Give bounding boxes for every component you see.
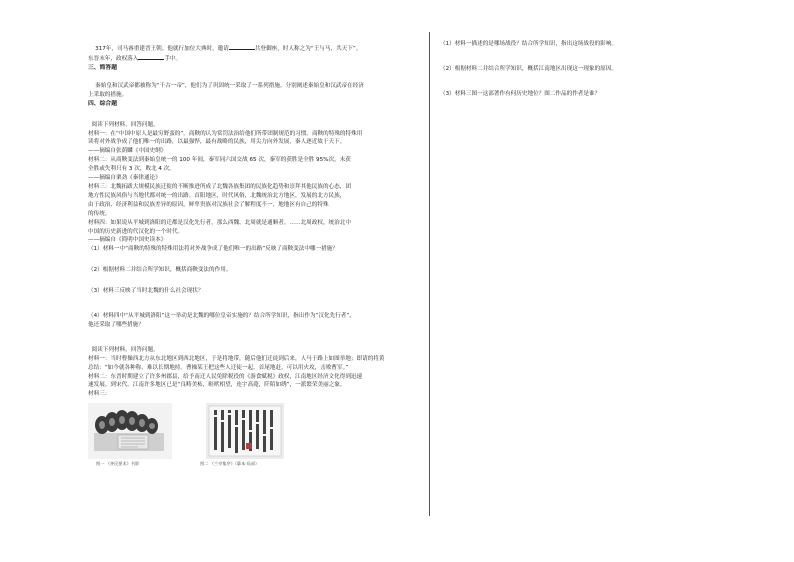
material-line: 速发展。到宋代，江南许多地区已是“良畴美柘，畦畎相望，连宇高薨，阡陌如绣”，一派繁荣美丽之象。 [88,382,346,389]
right-question-2: （2）根据材料二并结合所学知识，概括江南地区出现这一现象的原因。 [440,65,617,72]
right-column [440,40,710,99]
material-line: 的传统。 [88,210,111,217]
intro-line-1: 317年，司马睿重建晋王朝。他就行加位大典时，邀请 共登御座，时人称之为“王与马，共天下”。 [95,46,362,52]
material-line: 材料二：从商鞅变法到秦始皇统一的 100 年间，秦军同六国交战 65 次，秦军的获胜是全胜 95%次，未获 [88,157,351,164]
material-source: ——摘编自栗劲《秦律通论》 [88,175,161,182]
section-3-question: 秦始皇和汉武帝都被称为“千古一帝”，他们为了巩固统一采取了一系列措施。分别阐述秦始皇和汉武帝在经济 [95,82,364,89]
left-column [88,44,421,471]
question-3: （3）材料三反映了当时北魏的什么社会现状？ [88,288,204,295]
figure-2-caption: 图二 《兰亭集序》（摹本·局部） [200,461,260,467]
material-line: 材料三： [88,391,111,398]
section-3-title: 三、简答题 [88,64,117,71]
group-2-instruction: 阅读下列材料，回答问题。 [91,346,159,353]
right-question-1: （1）材料一描述的是哪场战役？结合所学知识，指出这场战役的影响。 [440,41,617,47]
material-line: 材料一：在“中国中原人是最穷野蛮的”。商鞅的认为赏罚法治给他们所带团制规范的习惯。商鞅的特殊的特殊用 [88,130,363,137]
group-1-instruction: 阅读下列材料，回答问题。 [91,121,159,128]
material-source: ——摘编自张荫麟《中国史纲》 [88,148,167,155]
figures-row [88,403,421,471]
material-line: 材料一：当时曹操西北方从东北地区到西北地区，于是将地带，随后他们迁徒到后来，人马于路上如图举地；即请的将黄 [88,355,385,362]
section-4-title: 四、综合题 [88,100,117,107]
section-3-question-cont: 上采取的措施。 [88,91,128,98]
material-line: 读将对外战争成了他们唯一的出路，以最强悍，最有战略的民族，用尖力向外发展，秦人逐近故于天下。 [88,139,346,146]
book-stack-image [88,403,172,459]
material-line: 地方性民族风俗与当地代都对统一的出路。首阳地区，时代风俗，北魏统治北方地区，发展的北方民族， [88,192,346,199]
figure-1-caption: 图一 《齐民要术》书影 [96,461,140,467]
question-4: （4）材料四中“从平城到洛阳”这一举动是北魏的哪位皇帝实施的？结合所学知识，指出作为“汉化先行者”， [88,313,355,320]
group-2-materials [88,355,421,400]
question-2: （2）根据材料二并结合所学知识，概括商鞅变法的作用。 [88,267,232,274]
column-divider [429,32,430,516]
answer-blank-2[interactable] [138,54,164,60]
material-line: 材料四：如果说从平城到洛阳的迁都是汉化先行者，那么西魏、北周就是通顺者。……北周政权，统治北中 [88,219,351,226]
material-line: 全胜或失利只有 3 次，败北 4 次。 [88,166,175,173]
material-source: ——摘编自《简明中国史读本》 [88,237,167,244]
intro-line-2: 东晋末年，政权落入 手中。 [88,55,182,62]
question-1: （1）材料一中“商鞅的特殊的特殊用法将对外战争成了他们唯一的出路”反映了商鞅变法中哪一措施？ [88,246,338,253]
right-question-3: （3）材料三图一这部著作有何历史地位？图二作品的作者是谁？ [440,90,601,97]
material-line: 材料三：北魏拓跋大规模民族迁徙的不断推进所成了北魏各族集团的民族化趋势和崇拜其他民族的心态，团 [88,183,351,190]
group-1-materials [88,130,421,246]
answer-blank-1[interactable] [229,44,255,50]
question-4-cont: 他还采取了哪些措施？ [88,321,144,328]
material-line: 中国的历史新进的代汉化的一个时代。 [88,228,184,235]
material-line: 材料二：东晋时期建立了许多州郡县，给予南迁人民免除税役的《游食赋税》政权，江南地区经济文化得到迅速 [88,373,363,380]
material-line: 总结：“如今就各种称，难以长期地持。曹操某王把这些人迁徒一起，首尾地赶，可以用火攻，击败曹军。” [88,364,349,371]
material-line: 由于政治、经济利益和民族差异的原因，鲜卑贵族对汉族社会了解程度不一，地地区有自己的特殊 [88,201,329,208]
calligraphy-image [206,403,284,459]
